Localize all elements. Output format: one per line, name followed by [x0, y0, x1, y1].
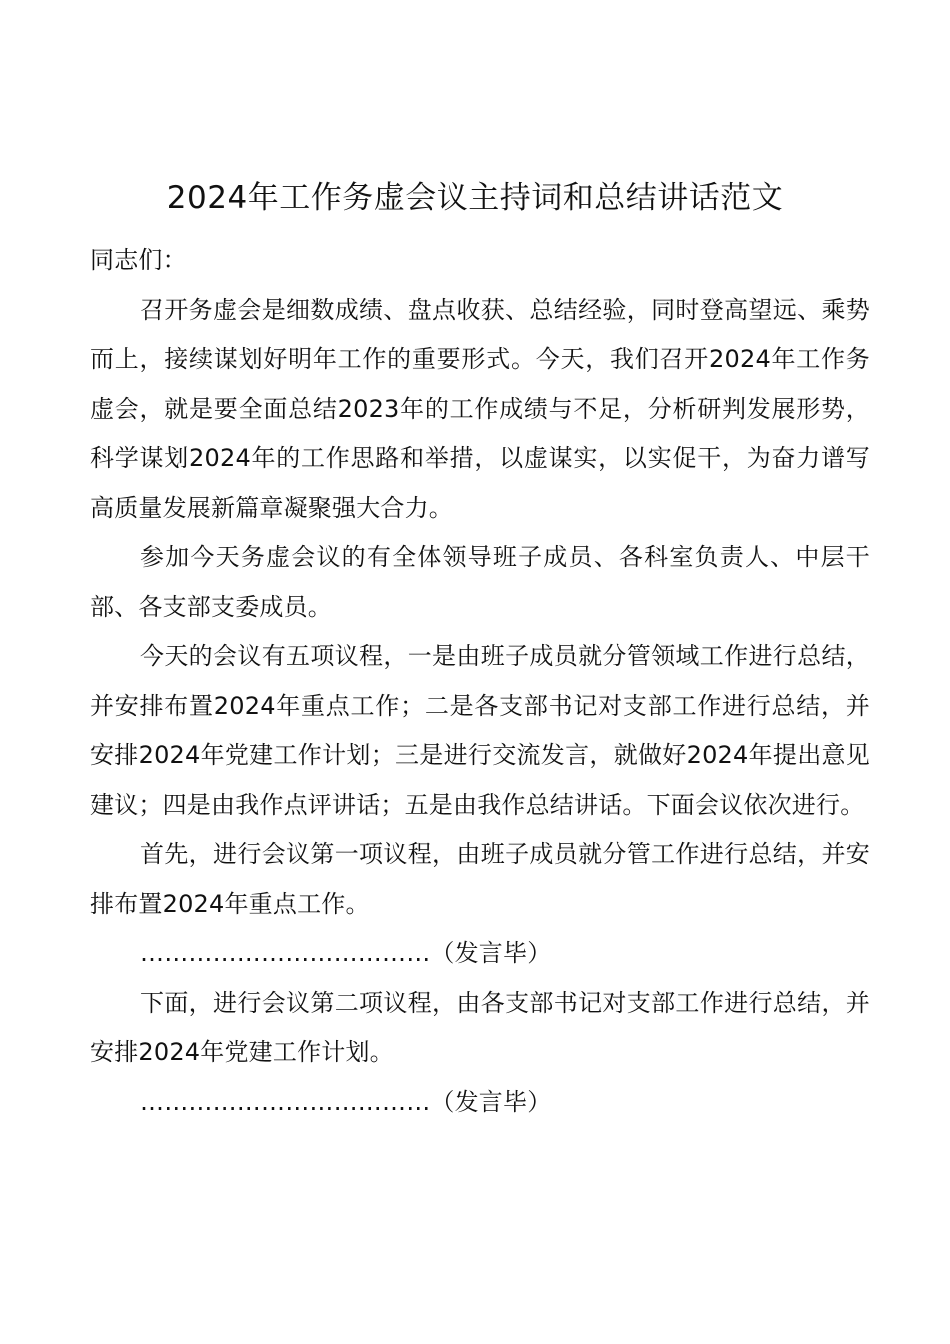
speech-finished-line: ………………………………（发言毕）	[140, 939, 552, 967]
paragraph-agenda: 今天的会议有五项议程，一是由班子成员就分管领域工作进行总结，并安排布置2024年重点工作；二是各支部书记对支部工作进行总结，并安排2024年党建工作计划；三是进行交流发言，就做好2024年提出意见建议；四是由我作点评讲话；五是由我作总结讲话。下面会议依次进行。	[90, 642, 870, 819]
paragraph-attendees: 参加今天务虚会议的有全体领导班子成员、各科室负责人、中层干部、各支部支委成员。	[90, 543, 870, 621]
speech-finished-line: ………………………………（发言毕）	[140, 1087, 552, 1116]
document-title: 2024年工作务虚会议主持词和总结讲话范文	[166, 180, 784, 216]
paragraph-agenda-item-2: 下面，进行会议第二项议程，由各支部书记对支部工作进行总结，并安排2024年党建工作计划。	[90, 988, 870, 1066]
paragraph-opening: 召开务虚会是细数成绩、盘点收获、总结经验，同时登高望远、乘势而上，接续谋划好明年工作的重要形式。今天，我们召开2024年工作务虚会，就是要全面总结2023年的工作成绩与不足，分析研判发展形势，科学谋划2024年的工作思路和举措，以虚谋实，以实促干，为奋力谱写高质量发展新篇章凝聚强大合力。	[90, 295, 870, 522]
document-body	[90, 236, 870, 1127]
salutation: 同志们：	[90, 246, 187, 274]
paragraph-agenda-item-1: 首先，进行会议第一项议程，由班子成员就分管工作进行总结，并安排布置2024年重点工作。	[90, 840, 870, 918]
